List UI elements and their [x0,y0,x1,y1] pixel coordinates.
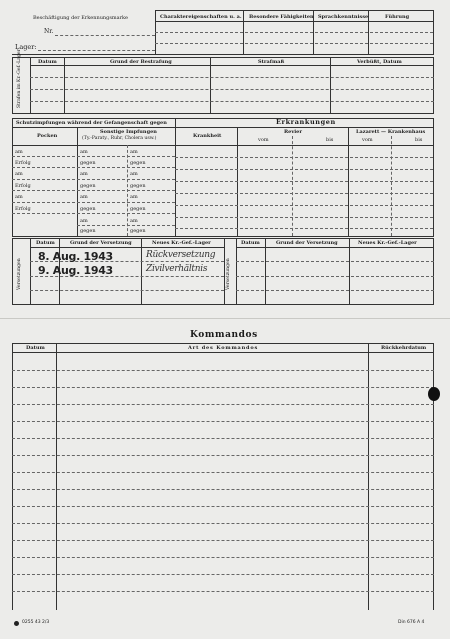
erkrankungen-title: Erkrankungen [276,118,336,126]
vers-col-grund-2: Grund der Versetzung [276,240,338,246]
fuehrung-header: Führung [385,14,410,20]
nr-field-line [55,35,155,36]
schutz-cell-left: Erfolg [15,160,31,166]
schutz-cell-right: gegen [130,206,146,212]
punch-hole [428,387,440,401]
lazarett-bis: bis [415,137,423,143]
strafen-side-label: Strafen im Kr.-Gef.-Lager [17,49,22,108]
revier-vom: vom [258,137,269,143]
vers-col-neues-2: Neues Kr.-Gef.-Lager [358,240,417,246]
schutz-cell-mid: am [80,218,88,224]
kommandos-col-rueckkehr: Rückkehrdatum [381,345,427,351]
col-pocken: Pocken [37,133,58,139]
vers-entry-grund-2: Zivilverhältnis [146,264,208,274]
kommandos-col-datum: Datum [26,345,45,351]
lager-field-line [38,50,155,51]
strafen-col-grund: Grund der Bestrafung [110,59,172,65]
vers-entry-grund-1: Rückversetzung [146,250,216,260]
kommandos-title: Kommandos [190,330,258,340]
schutz-cell-mid: gegen [80,228,96,234]
schutz-cell-right: am [130,149,138,155]
vers-entry-date-1: 8. Aug. 1943 [38,250,113,263]
col-revier: Revier [284,129,302,135]
schutz-cell-mid: am [80,171,88,177]
sprach-header: Sprachkenntnisse [318,14,369,20]
schutz-cell-right: gegen [130,160,146,166]
lager-label: Lager: [15,43,37,51]
footer-logo-icon [14,621,19,626]
col-lazarett: Lazarett — Krankenhaus [356,129,426,135]
schutz-cell-right: am [130,218,138,224]
col-sonstige-line1: Sonstige Impfungen [100,129,157,135]
versetzungen-side-label-right: Versetzungen [226,258,231,290]
lazarett-vom: vom [362,137,373,143]
col-krankheit: Krankheit [193,133,222,139]
schutz-cell-left: am [15,149,23,155]
schutz-cell-mid: gegen [80,206,96,212]
versetzungen-side-label-left: Versetzungen [17,258,22,290]
beschaeftigung-label: Beschäftigung der Erkennungsmarke [33,15,129,21]
charakter-header: Charaktereigenschaften u. a. [160,14,242,20]
revier-bis: bis [326,137,334,143]
footer-print-code: 0255 43 2/3 [22,620,50,625]
vers-col-grund: Grund der Versetzung [70,240,132,246]
col-sonstige-line2: (Ty.-Paraty., Ruhr, Cholera usw.) [82,136,157,141]
strafen-col-verbuesst: Verbüßt, Datum [357,59,402,65]
footer-form-code: Din 676 A 4 [398,620,425,625]
schutz-cell-mid: gegen [80,160,96,166]
vers-entry-date-2: 9. Aug. 1943 [38,264,113,277]
schutz-cell-right: gegen [130,228,146,234]
schutz-cell-mid: am [80,194,88,200]
schutz-cell-left: Erfolg [15,183,31,189]
faehigkeiten-header: Besondere Fähigkeiten [249,14,314,20]
schutz-cell-left: am [15,194,23,200]
fold-line [0,318,450,319]
schutz-cell-right: am [130,171,138,177]
strafen-col-strafmass: Strafmaß [258,59,285,65]
vers-col-datum: Datum [36,240,55,246]
schutz-cell-left: am [15,171,23,177]
schutz-cell-right: gegen [130,183,146,189]
schutz-title: Schutzimpfungen während der Gefangenschaft gegen [16,120,167,126]
strafen-col-datum: Datum [38,59,57,65]
schutz-cell-mid: am [80,149,88,155]
schutz-cell-right: am [130,194,138,200]
vers-col-neues: Neues Kr.-Gef.-Lager [152,240,211,246]
schutz-cell-left: Erfolg [15,206,31,212]
vers-col-datum-2: Datum [241,240,260,246]
nr-label: Nr. [44,28,54,35]
schutz-cell-mid: gegen [80,183,96,189]
kommandos-col-art: Art des Kommandos [188,345,259,351]
